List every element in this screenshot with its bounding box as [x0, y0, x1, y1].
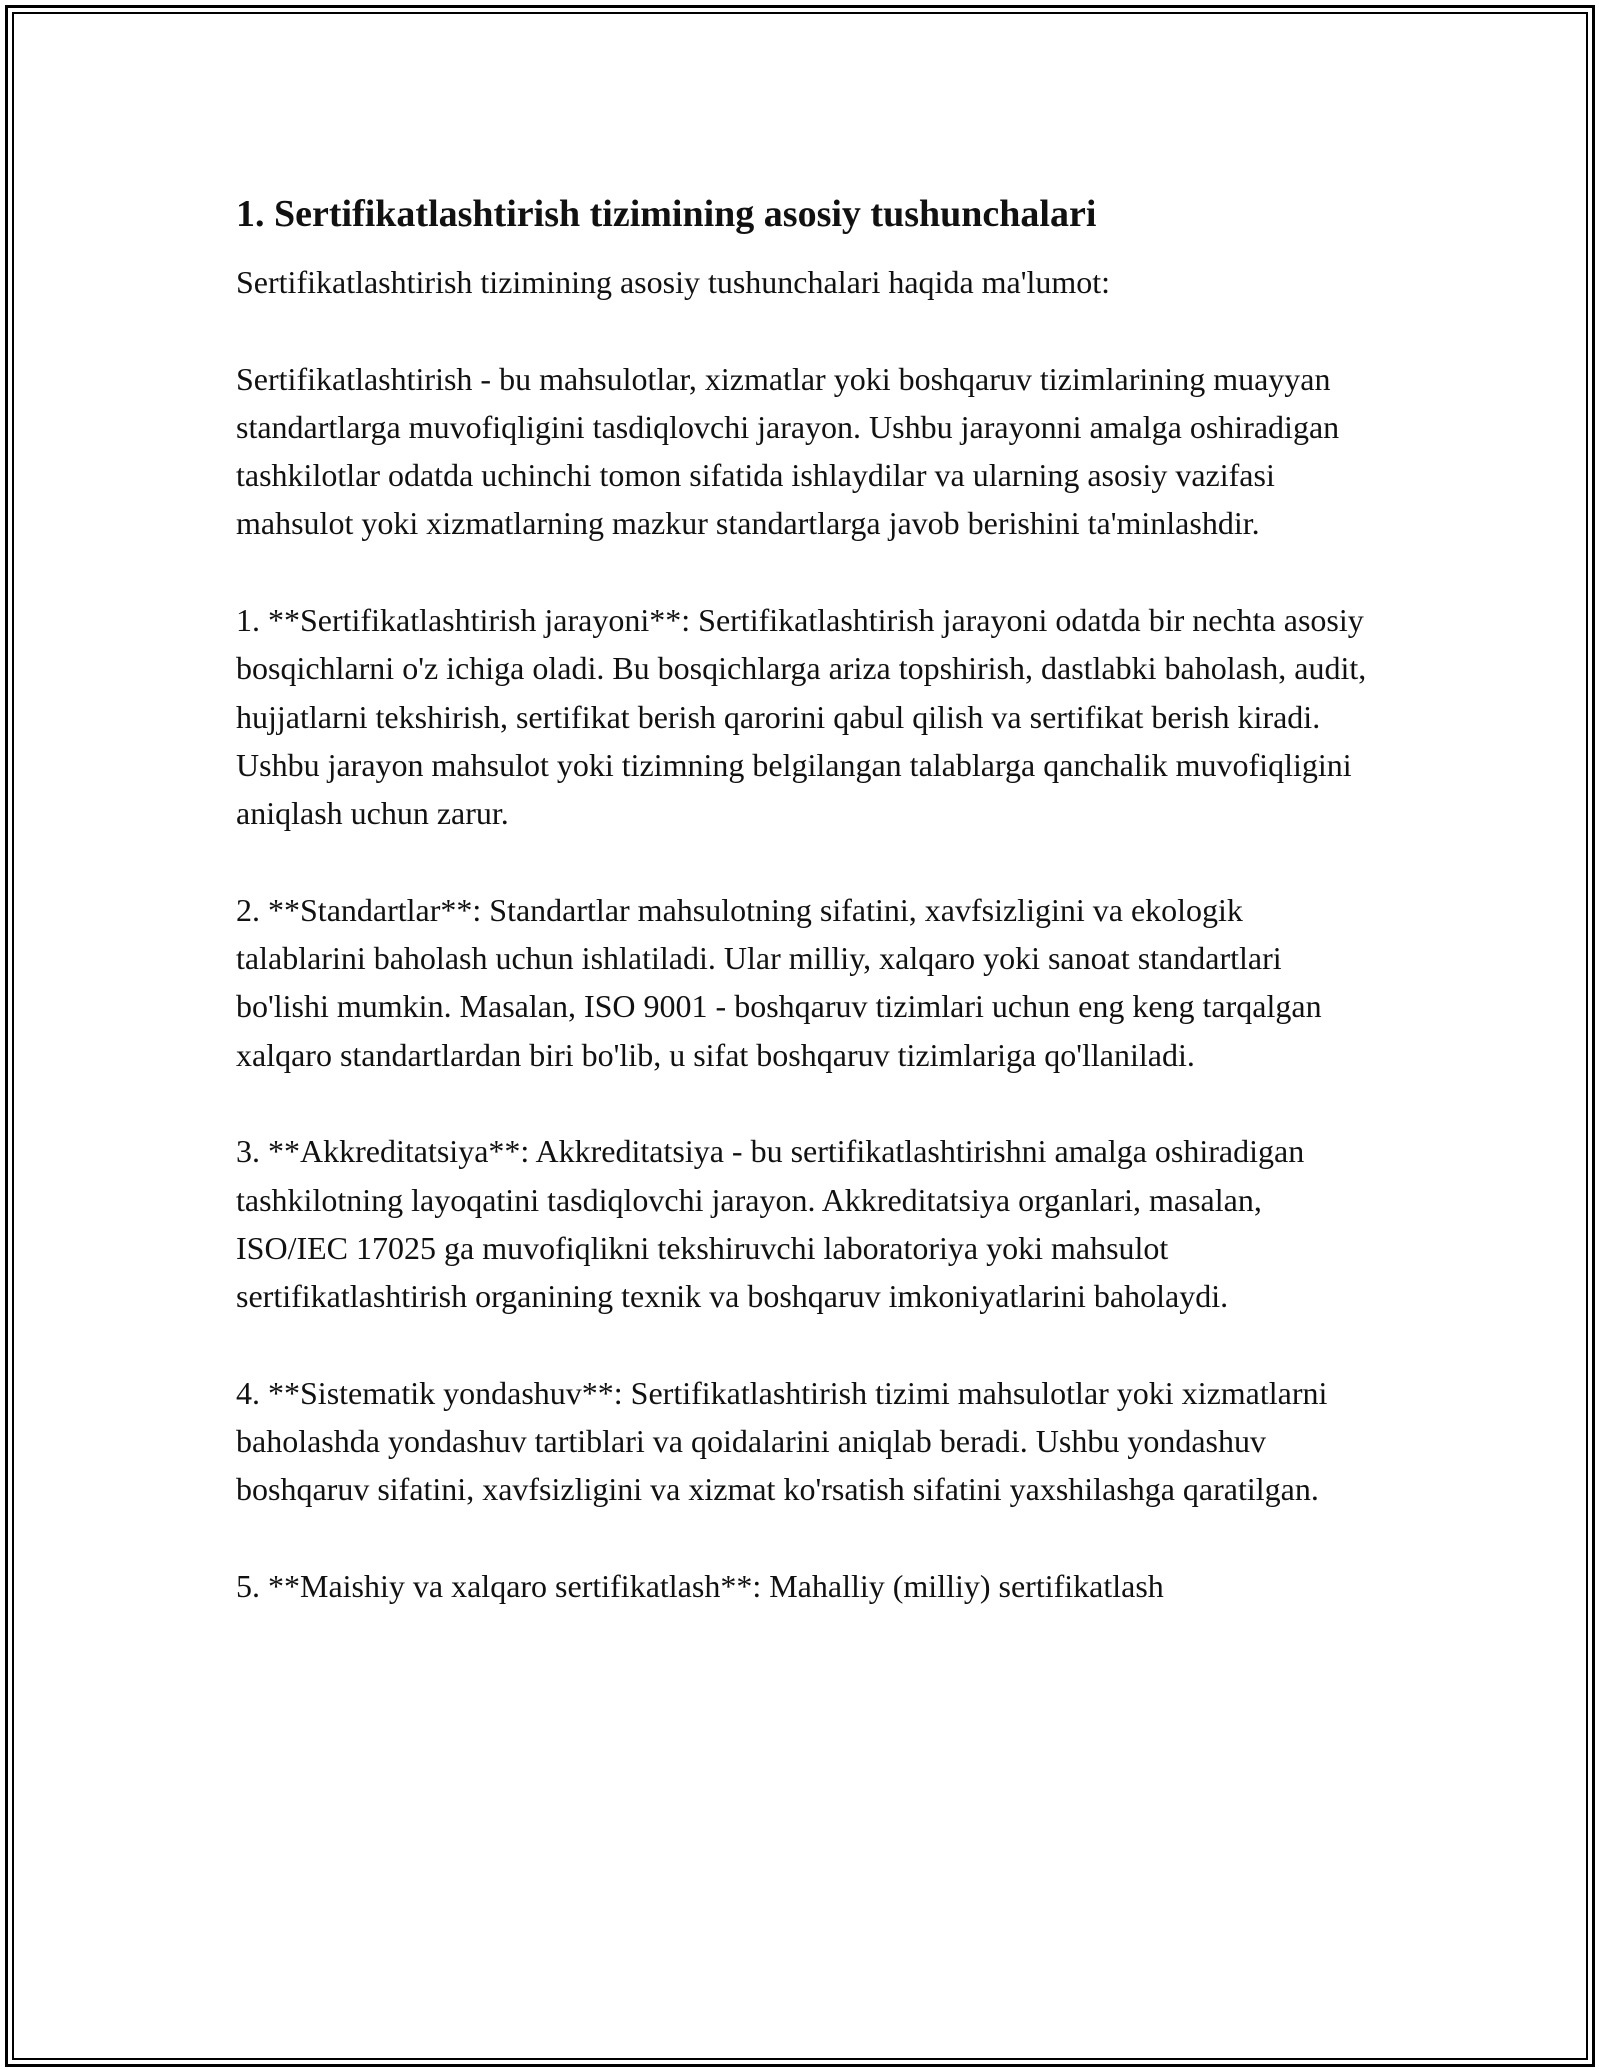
list-item-accreditation: 3. **Akkreditatsiya**: Akkreditatsiya - bu sertifikatlashtirishni amalga oshiradigan tashkilotning layoqatini tasdiqlovchi jarayon. Akkreditatsiya organlari, masalan, ISO/IEC 17025 ga muvofiqlikni tekshiruvchi laboratoriya yoki mahsulot sertifikatlashtirish organining texnik va boshqaruv imkoniyatlarini baholaydi. — [236, 1133, 1305, 1315]
document-body — [236, 188, 1376, 1610]
list-item-standards: 2. **Standartlar**: Standartlar mahsulotning sifatini, xavfsizligini va ekologik talablarini baholash uchun ishlatiladi. Ular milliy, xalqaro yoki sanoat standartlari bo'lishi mumkin. Masalan, ISO 9001 - boshqaruv tizimlari uchun eng keng tarqalgan xalqaro standartlardan biri bo'lib, u sifat boshqaruv tizimlariga qo'llaniladi. — [236, 891, 1322, 1073]
list-item-systematic-approach: 4. **Sistematik yondashuv**: Sertifikatlashtirish tizimi mahsulotlar yoki xizmatlarni baholashda yondashuv tartiblari va qoidalarini aniqlab beradi. Ushbu yondashuv boshqaruv sifatini, xavfsizligini va xizmat ko'rsatish sifatini yaxshilashga qaratilgan. — [236, 1374, 1328, 1508]
list-item-local-international: 5. **Maishiy va xalqaro sertifikatlash**: Mahalliy (milliy) sertifikatlash — [236, 1568, 1164, 1605]
section-heading: 1. Sertifikatlashtirish tizimining asosiy tushunchalari — [236, 193, 1097, 235]
intro-paragraph: Sertifikatlashtirish tizimining asosiy tushunchalari haqida ma'lumot: — [236, 264, 1111, 300]
list-item-certification-process: 1. **Sertifikatlashtirish jarayoni**: Sertifikatlashtirish jarayoni odatda bir nechta asosiy bosqichlarni o'z ichiga oladi. Bu bosqichlarga ariza topshirish, dastlabki baholash, audit, hujjatlarni tekshirish, sertifikat berish qarorini qabul qilish va sertifikat berish kiradi. Ushbu jarayon mahsulot yoki tizimning belgilangan talablarga qanchalik muvofiqligini aniqlash uchun zarur. — [236, 602, 1367, 832]
definition-paragraph: Sertifikatlashtirish - bu mahsulotlar, xizmatlar yoki boshqaruv tizimlarining muayyan standartlarga muvofiqligini tasdiqlovchi jarayon. Ushbu jarayonni amalga oshiradigan tashkilotlar odatda uchinchi tomon sifatida ishlaydilar va ularning asosiy vazifasi mahsulot yoki xizmatlarning mazkur standartlarga javob berishini ta'minlashdir. — [236, 360, 1340, 542]
